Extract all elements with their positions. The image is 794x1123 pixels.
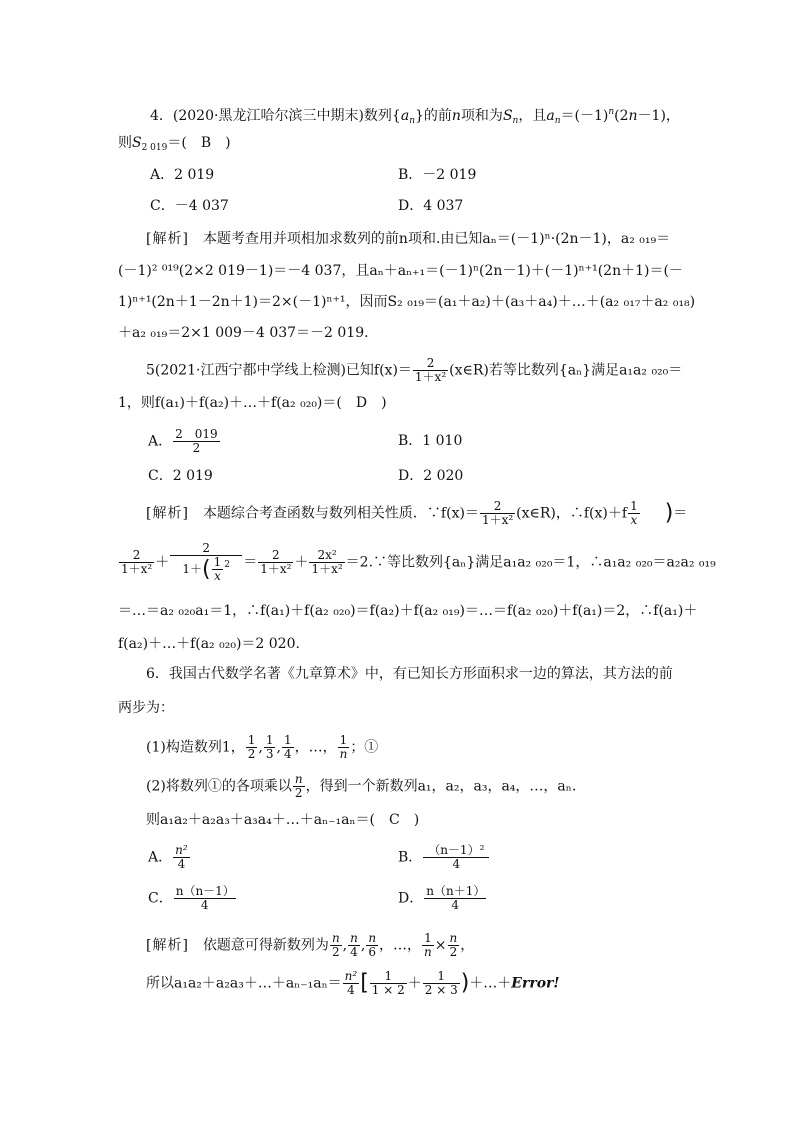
fraction: $\frac{1}{1 \times 2}$ bbox=[371, 969, 405, 997]
q4-explanation-line1: [解析] 本题考查用并项相加求数列的前n项和.由已知aₙ＝(－1)ⁿ·(2n－1)，a₂ ₀₁₉＝ bbox=[146, 231, 671, 247]
q4-explanation-line4: ＋a₂ ₀₁₉＝2×1 009－4 037＝－2 019. bbox=[118, 325, 369, 341]
fraction: $\frac{2 019}{2}$ bbox=[175, 427, 218, 455]
q4-option-d: D．4 037 bbox=[398, 198, 464, 214]
fraction: $\frac{2}{\text{1＋x²}}$ bbox=[121, 548, 153, 576]
q6-explanation-line2: 所以a₁a₂＋a₂a₃＋…＋aₙ₋₁aₙ＝ $\frac{\text{n²}}{4}$ [ $\frac{1}{1 \times 2}$ ＋ $\frac{1}{2 \times 3}$ )＋…＋Error! bbox=[146, 969, 560, 997]
q5-explanation-line1: [解析] 本题综合考查函数与数列相关性质．∵f(x)＝ $\frac{2}{\text{1＋x²}}$ (x∈R)，∴f(x)＋f $\frac{1}{x}$ )＝ bbox=[146, 499, 688, 527]
fraction: $\frac{2}{\text{1＋x²}}$ bbox=[260, 548, 292, 576]
q6-step1: (1)构造数列1， $\frac{1}{2}$ , $\frac{1}{3}$ , $\frac{1}{4}$ ，…， $\frac{1}{n}$ ；① bbox=[146, 733, 379, 761]
fraction: $\frac{1}{4}$ bbox=[283, 733, 292, 761]
q4-option-c: C．－4 037 bbox=[150, 198, 229, 214]
q5-explanation-line2: $\frac{2}{\text{1＋x²}}$ ＋ 2 1＋( $\frac{1}{x}$ $^2$ ＝ $\frac{2}{\text{1＋x²}}$ ＋ $\frac{\text{2x²}}{\text{1＋x²}}$ ＝2.∵等比数列{aₙ}满足a₁a₂ ₀₂₀＝1，∴a₁a₂ ₀₂₀＝a₂a₂ ₀₁₉ bbox=[121, 541, 716, 583]
fraction: $\frac{n}{2}$ bbox=[449, 931, 458, 959]
q5-option-d: D．2 020 bbox=[398, 468, 464, 484]
q4-stem-line2: 则$S_{2 019}=$( B ) bbox=[118, 135, 231, 153]
q6-option-a: A． $\frac{\text{n²}}{4}$ bbox=[148, 843, 188, 871]
q6-question: 则a₁a₂＋a₂a₃＋a₃a₄＋…＋aₙ₋₁aₙ＝( C ) bbox=[146, 812, 420, 828]
fraction: 2 1＋( $\frac{1}{x}$ $^2$ bbox=[170, 542, 242, 583]
fraction: $\frac{n}{4}$ bbox=[350, 931, 358, 959]
fraction: $\frac{n(n+1)}{4}$ bbox=[426, 884, 486, 912]
q4-explanation-line3: 1)ⁿ⁺¹(2n＋1－2n＋1)＝2×(－1)ⁿ⁺¹，因而S₂ ₀₁₉＝(a₁＋a₂)＋(a₃＋a₄)＋…＋(a₂ ₀₁₇＋a₂ ₀₁₈) bbox=[118, 294, 696, 310]
q4-explanation-line2: (－1)² ⁰¹⁹(2×2 019－1)＝－4 037，且aₙ＋aₙ₊₁＝(－1)ⁿ(2n－1)＋(－1)ⁿ⁺¹(2n＋1)＝(－ bbox=[118, 263, 683, 279]
fraction: $\frac{n}{6}$ bbox=[368, 931, 377, 959]
q5-option-b: B．1 010 bbox=[398, 433, 463, 449]
q4-option-b: B．－2 019 bbox=[398, 167, 477, 183]
analysis-tag: [解析] bbox=[146, 231, 189, 247]
fraction: $\frac{\text{2x²}}{\text{1＋x²}}$ bbox=[311, 548, 343, 576]
q6-option-b: B． $\frac{\text{（n－1）²}}{4}$ bbox=[398, 844, 490, 871]
q6-explanation-line1: [解析] 依题意可得新数列为 $\frac{n}{2}$ , $\frac{n}{4}$ , $\frac{n}{6}$ ，…， $\frac{1}{n}$ × $\frac{n}{2}$ ， bbox=[146, 931, 475, 959]
q5-stem-line1: 5(2021·江西宁都中学线上检测)已知f(x)＝ $\frac{2}{\text{1＋x²}}$ (x∈R)若等比数列{aₙ}满足a₁a₂ ₀₂₀＝ bbox=[146, 356, 683, 384]
error-text: Error! bbox=[511, 975, 560, 992]
q6-step2: (2)将数列①的各项乘以 $\frac{n}{2}$ ，得到一个新数列a₁，a₂，a₃，a₄，…，aₙ. bbox=[146, 772, 577, 800]
fraction: $\frac{1}{n}$ bbox=[339, 733, 348, 761]
fraction: $\frac{1}{2}$ bbox=[247, 733, 256, 761]
fraction: $\frac{\text{n²}}{4}$ bbox=[175, 843, 188, 871]
fraction: $\frac{1}{3}$ bbox=[265, 733, 274, 761]
fraction: $\frac{n(n-1)}{4}$ bbox=[175, 884, 235, 912]
q5-option-c: C．2 019 bbox=[148, 468, 213, 484]
q5-stem-line2: 1，则f(a₁)＋f(a₂)＋…＋f(a₂ ₀₂₀)＝( D ) bbox=[118, 395, 387, 411]
q5-option-a: A． $\frac{2 019}{2}$ bbox=[148, 427, 218, 455]
fraction: $\frac{n}{2}$ bbox=[331, 931, 340, 959]
analysis-tag: [解析] bbox=[146, 937, 189, 954]
fraction: $\frac{2}{\text{1＋x²}}$ bbox=[414, 356, 447, 384]
fraction: $\frac{1}{2 \times 3}$ bbox=[424, 969, 458, 997]
q5-explanation-line4: f(a₂)＋…＋f(a₂ ₀₂₀)＝2 020. bbox=[118, 636, 300, 652]
fraction: $\frac{1}{x}$ bbox=[630, 499, 638, 527]
analysis-tag: [解析] bbox=[146, 505, 189, 522]
q4-option-a: A．2 019 bbox=[150, 167, 215, 183]
q6-stem-line2: 两步为： bbox=[118, 700, 174, 716]
q6-option-d: D． $\frac{n(n+1)}{4}$ bbox=[398, 884, 486, 912]
fraction: $\frac{\text{n²}}{4}$ bbox=[344, 969, 358, 997]
q6-stem-line1: 6．我国古代数学名著《九章算术》中，有已知长方形面积求一边的算法，其方法的前 bbox=[146, 666, 673, 682]
fraction: $\frac{1}{n}$ bbox=[424, 931, 432, 959]
q6-option-c: C． $\frac{n(n-1)}{4}$ bbox=[148, 884, 235, 912]
q5-explanation-line3: ＝…＝a₂ ₀₂₀a₁＝1，∴f(a₁)＋f(a₂ ₀₂₀)＝f(a₂)＋f(a₂ ₀₁₉)＝…＝f(a₂ ₀₂₀)＋f(a₁)＝2，∴f(a₁)＋ bbox=[118, 603, 698, 619]
fraction: $\frac{2}{\text{1＋x²}}$ bbox=[481, 499, 514, 527]
fraction: $\frac{n}{2}$ bbox=[294, 772, 303, 800]
fraction: $\frac{\text{（n－1）²}}{4}$ bbox=[423, 844, 489, 871]
q4-stem-line1: 4．(2020·黑龙江哈尔滨三中期末)数列$\{a_n\}$的前n项和为$S_n$，且$a_n=(-1)^n(2n-1)$， bbox=[150, 107, 680, 126]
